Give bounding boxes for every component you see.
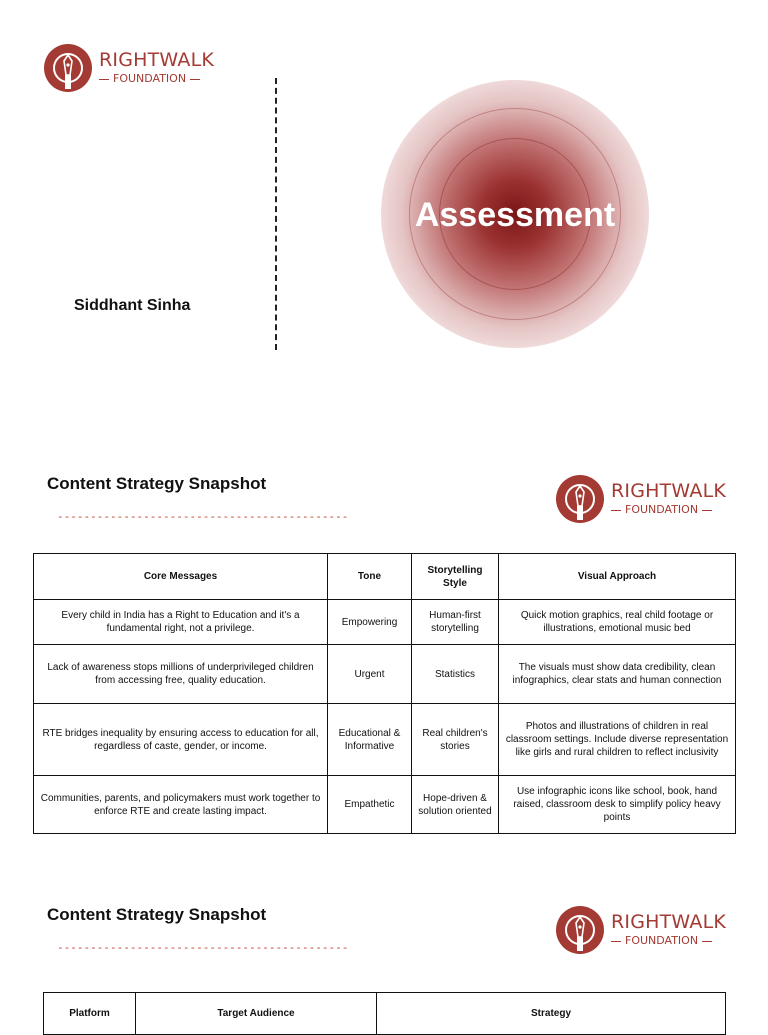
rightwalk-logo [43, 43, 214, 93]
logo-sub: FOUNDATION [113, 72, 187, 85]
header-platform: Platform [44, 993, 136, 1035]
tone: Urgent [328, 645, 412, 704]
storytelling-style: Human-first storytelling [412, 600, 499, 645]
rightwalk-logo-2 [555, 474, 726, 524]
visual-approach: Quick motion graphics, real child footage or illustrations, emotional music bed [499, 600, 736, 645]
visual-approach: The visuals must show data credibility, clean infographics, clear stats and human connection [499, 645, 736, 704]
rightwalk-logo-3 [555, 905, 726, 955]
visual-approach: Use infographic icons like school, book, hand raised, classroom desk to simplify policy heavy points [499, 776, 736, 834]
section2-rule: -------------------------------------------- [57, 941, 349, 954]
section2-title: Content Strategy Snapshot [47, 905, 267, 924]
header-strategy: Strategy [377, 993, 726, 1035]
rightwalk-logo-icon [43, 43, 93, 93]
table-row [34, 600, 736, 645]
core-message: Communities, parents, and policymakers must work together to enforce RTE and create lasting impact. [34, 776, 328, 834]
tone: Educational & Informative [328, 704, 412, 776]
header-tone: Tone [328, 554, 412, 600]
rightwalk-logo-icon [555, 905, 605, 955]
tone: Empathetic [328, 776, 412, 834]
table-row [34, 704, 736, 776]
logo-name: RIGHTWALK [99, 49, 215, 71]
logo-name: RIGHTWALK [611, 911, 727, 933]
storytelling-style: Hope-driven & solution oriented [412, 776, 499, 834]
platform-strategy-table [43, 992, 726, 1035]
cover-title: Assessment [414, 196, 616, 234]
table-row [34, 645, 736, 704]
author-name: Siddhant Sinha [74, 297, 191, 314]
logo-sub: FOUNDATION [625, 934, 699, 947]
header-storytelling-style: Storytelling Style [412, 554, 499, 600]
storytelling-style: Real children's stories [412, 704, 499, 776]
content-strategy-table [33, 553, 736, 834]
logo-name: RIGHTWALK [611, 480, 727, 502]
core-message: Lack of awareness stops millions of underprivileged children from accessing free, quality education. [34, 645, 328, 704]
core-message: RTE bridges inequality by ensuring access to education for all, regardless of caste, gender, or income. [34, 704, 328, 776]
dashed-divider [275, 78, 277, 350]
section1-title: Content Strategy Snapshot [47, 474, 267, 493]
storytelling-style: Statistics [412, 645, 499, 704]
section1-rule: -------------------------------------------- [57, 510, 349, 523]
header-core-messages: Core Messages [34, 554, 328, 600]
rightwalk-logo-icon [555, 474, 605, 524]
table-row [34, 776, 736, 834]
visual-approach: Photos and illustrations of children in real classroom settings. Include diverse representation like girls and rural children to reflect inclusivity [499, 704, 736, 776]
header-target-audience: Target Audience [136, 993, 377, 1035]
logo-sub: FOUNDATION [625, 503, 699, 516]
header-visual-approach: Visual Approach [499, 554, 736, 600]
core-message: Every child in India has a Right to Education and it's a fundamental right, not a privilege. [34, 600, 328, 645]
tone: Empowering [328, 600, 412, 645]
